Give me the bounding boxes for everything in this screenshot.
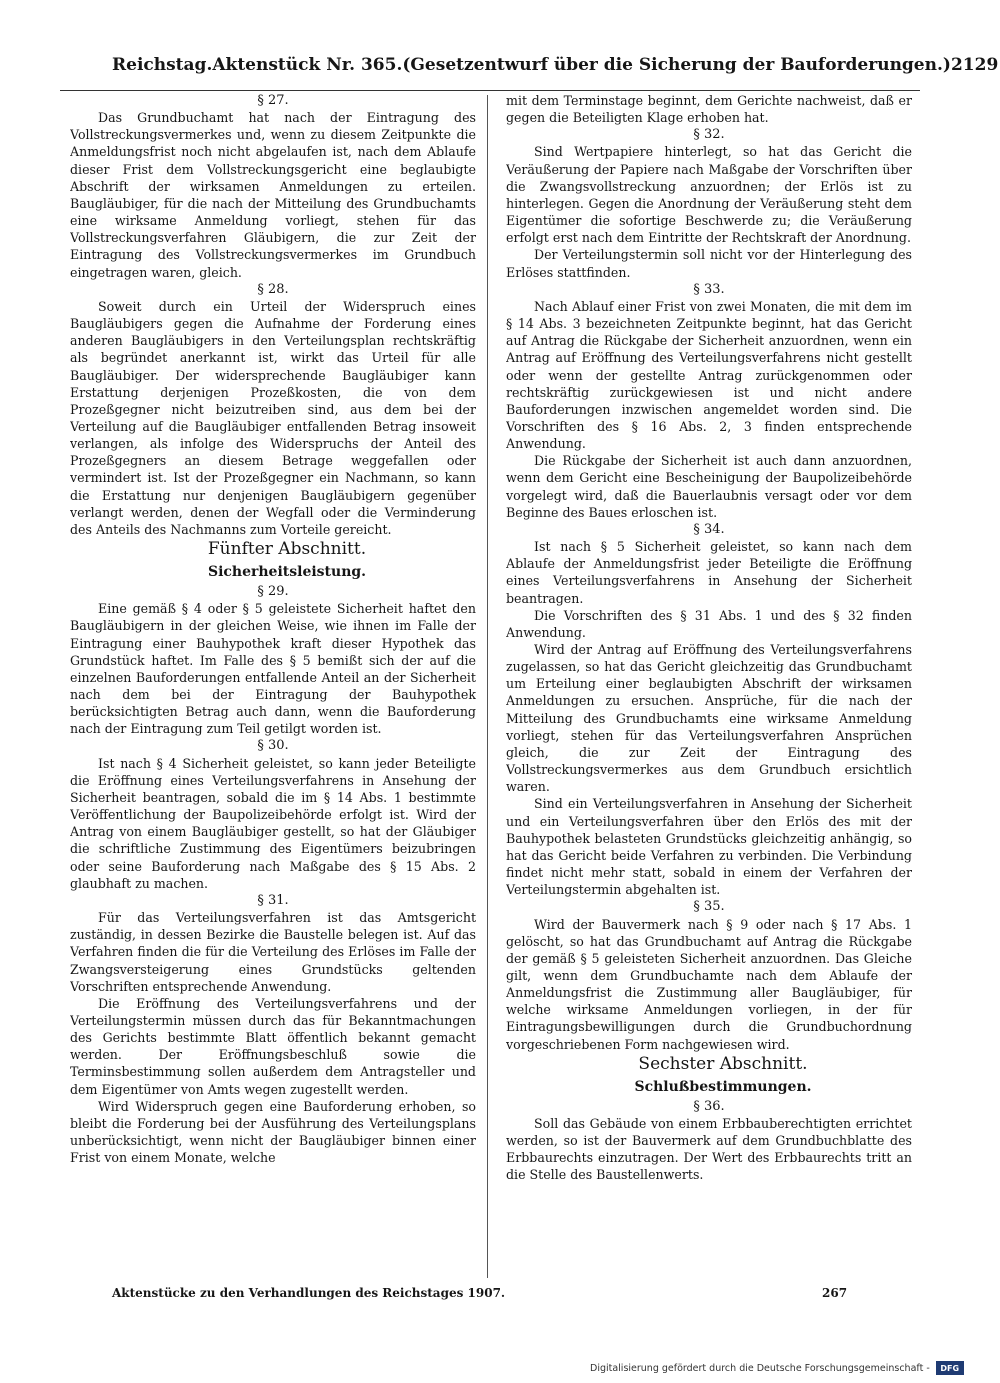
header-subject: (Gesetzentwurf über die Sicherung der Bauforderungen.) bbox=[402, 55, 951, 75]
dfg-logo: DFG bbox=[936, 1361, 964, 1375]
paragraph: Für das Verteilungsverfahren ist das Amtsgericht zuständig, in dessen Bezirke die Baustelle belegen ist. Auf das Verfahren finden die für die Verteilung des Erlöses im Falle der Zwangsversteigerung eines Grundstücks geltenden Vorschriften entsprechende Anwendung. bbox=[70, 910, 476, 994]
chapter-subtitle: Schlußbestimmungen. bbox=[634, 1078, 812, 1095]
paragraph: Das Grundbuchamt hat nach der Eintragung des Vollstreckungsvermerkes und, wenn zu diesem Zeitpunkte die Anmeldungsfrist noch nicht abgelaufen ist, nach dem Ablaufe dieser Frist dem Vollstreckungsgericht eine beglaubigte Abschrift der wirksamen Anmeldungen zu erteilen. Baugläubiger, für die nach der Mitteilung des Grundbuchamts eine wirksame Anmeldung vorliegt, stehen für das Vollstreckungsverfahren Gläubigern, die zur Zeit der Eintragung des Vollstreckungsvermerkes im Grundbuch eingetragen waren, gleich. bbox=[70, 110, 476, 280]
section-heading: § 32. bbox=[693, 127, 725, 143]
paragraph: Wird der Bauvermerk nach § 9 oder nach § 17 Abs. 1 gelöscht, so hat das Grundbuchamt auf Antrag die Rückgabe der gemäß § 5 geleisteten Sicherheit anzuordnen. Das Gleiche gilt, wenn dem Grundbuchamte nach dem Ablaufe der Anmeldungsfrist die Zustimmung aller Baugläubiger, für welche wirksame Anmeldungen vorliegen, in der für Eintragungsbewilligungen durch die Grundbuchordnung vorgeschriebenen Form nachgewiesen wird. bbox=[506, 916, 912, 1052]
section-heading: § 28. bbox=[257, 281, 289, 297]
paragraph: Der Verteilungstermin soll nicht vor der Hinterlegung des Erlöses stattfinden. bbox=[506, 247, 912, 280]
paragraph: Sind ein Verteilungsverfahren in Ansehung der Sicherheit und ein Verteilungsverfahren über den Erlös des mit der Bauhypothek belasteten Grundstücks gleichzeitig anhängig, so hat das Gericht beide Verfahren zu verbinden. Die Verbindung findet nicht mehr statt, sobald in einem der Verfahren der Verteilungstermin abgehalten ist. bbox=[506, 796, 912, 898]
paragraph: Wird Widerspruch gegen eine Bauforderung erhoben, so bleibt die Forderung bei der Ausführung des Verteilungsplans unberücksichtigt, wenn nicht der Baugläubiger binnen einer Frist von einem Monate, welche bbox=[70, 1098, 476, 1166]
chapter-heading: Sechster Abschnitt. bbox=[638, 1053, 808, 1074]
paragraph: Eine gemäß § 4 oder § 5 geleistete Sicherheit haftet den Baugläubigern in der gleichen Weise, wie ihnen im Falle der Eintragung einer Bauhypothek kraft dieser Hypothek das Grundstück haftet. Im Falle des § 5 bemißt sich der auf die einzelnen Bauforderungen entfallende Anteil an der Sicherheit nach dem bei der Eintragung der Bauhypothek berücksichtigten Betrag auch dann, wenn die Bauforderung nach der Eintragung zum Teil getilgt worden ist. bbox=[70, 601, 476, 737]
section-heading: § 30. bbox=[257, 738, 289, 754]
right-column bbox=[506, 92, 912, 1280]
paragraph: Ist nach § 4 Sicherheit geleistet, so kann jeder Beteiligte die Eröffnung eines Verteilungsverfahrens in Ansehung der Sicherheit beantragen, sobald die im § 14 Abs. 1 bestimmte Veröffentlichung der Baupolizeibehörde erfolgt ist. Wird der Antrag von einem Baugläubiger gestellt, so hat der Gläubiger die schriftliche Zustimmung des Eigentümers beizubringen oder seine Bauforderung nach Maßgabe des § 15 Abs. 2 glaubhaft zu machen. bbox=[70, 755, 476, 891]
paragraph: Die Rückgabe der Sicherheit ist auch dann anzuordnen, wenn dem Gericht eine Bescheinigung der Baupolizeibehörde vorgelegt wird, daß die Bauerlaubnis versagt oder vor dem Beginne des Baues erloschen ist. bbox=[506, 453, 912, 520]
paragraph: Die Eröffnung des Verteilungsverfahrens und der Verteilungstermin müssen durch das für Bekanntmachungen des Gerichts bestimmte Blatt öffentlich bekannt gemacht werden. Der Eröffnungsbeschluß sowie die Terminsbestimmung sollen außerdem dem Antragsteller und dem Eigentümer von Amts wegen zugestellt werden. bbox=[70, 995, 476, 1097]
paragraph: Wird der Antrag auf Eröffnung des Verteilungsverfahrens zugelassen, so hat das Gericht gleichzeitig das Grundbuchamt um Erteilung einer beglaubigten Abschrift der wirksamen Anmeldungen zu ersuchen. Ansprüche, für die nach der Mitteilung des Grundbuchamts eine wirksame Anmeldung vorliegt, stehen für das Verteilungsverfahren Ansprüchen gleich, die zur Zeit der Eintragung des Vollstreckungsvermerkes aus dem Grundbuch ersichtlich waren. bbox=[506, 642, 912, 795]
chapter-subtitle: Sicherheitsleistung. bbox=[207, 564, 367, 581]
section-heading: § 31. bbox=[257, 892, 289, 908]
chapter-heading: Fünfter Abschnitt. bbox=[207, 539, 367, 560]
paragraph: Soll das Gebäude von einem Erbbauberechtigten errichtet werden, so ist der Bauvermerk auf dem Grundbuchblatte des Erbbaurechts einzutragen. Der Wert des Erbbaurechts tritt an die Stelle des Baustellenwerts. bbox=[506, 1115, 912, 1183]
credit-text: Digitalisierung gefördert durch die Deutsche Forschungsgemeinschaft - bbox=[590, 1362, 930, 1374]
footer-source: Aktenstücke zu den Verhandlungen des Reichstages 1907. bbox=[112, 1286, 506, 1300]
section-heading: § 27. bbox=[257, 93, 289, 108]
paragraph: Ist nach § 5 Sicherheit geleistet, so kann nach dem Ablaufe der Anmeldungsfrist jeder Beteiligte die Eröffnung eines Verteilungsverfahrens in Ansehung der Sicherheit beantragen. bbox=[506, 539, 912, 606]
footer-page-number: 267 bbox=[822, 1286, 848, 1300]
paragraph: Die Vorschriften des § 31 Abs. 1 und des § 32 finden Anwendung. bbox=[506, 607, 912, 640]
paragraph: Nach Ablauf einer Frist von zwei Monaten, die mit dem im § 14 Abs. 3 bezeichneten Zeitpunkte beginnt, hat das Gericht auf Antrag die Rückgabe der Sicherheit anzuordnen, wenn ein Antrag auf Eröffnung des Verteilungsverfahrens nicht gestellt oder wenn der gestellte Antrag zurückgenommen oder rechtskräftig zurückgewiesen ist und nicht andere Bauforderungen inzwischen angemeldet worden sind. Die Vorschriften des § 16 Abs. 2, 3 finden entsprechende Anwendung. bbox=[506, 298, 912, 452]
paragraph: Sind Wertpapiere hinterlegt, so hat das Gericht die Veräußerung der Papiere nach Maßgabe der Vorschriften über die Zwangsvollstreckung anzuordnen; der Erlös ist zu hinterlegen. Gegen die Anordnung der Veräußerung steht dem Eigentümer die sofortige Beschwerde zu; die Veräußerung erfolgt erst nach dem Eintritte der Rechtskraft der Anordnung. bbox=[506, 144, 912, 246]
running-header bbox=[112, 46, 999, 84]
section-heading: § 36. bbox=[693, 1098, 725, 1114]
section-heading: § 35. bbox=[693, 899, 725, 915]
column-divider bbox=[487, 95, 488, 1278]
header-page-number: 2129 bbox=[950, 55, 999, 75]
header-document: Aktenstück Nr. 365. bbox=[212, 55, 403, 75]
header-rule bbox=[60, 90, 920, 91]
paragraph: Soweit durch ein Urteil der Widerspruch eines Baugläubigers gegen die Aufnahme der Forderung eines anderen Baugläubigers in den Verteilungsplan rechtskräftig als begründet anerkannt ist, wirkt das Urteil für alle Baugläubiger. Der widersprechende Baugläubiger kann Erstattung derjenigen Prozeßkosten, die von dem Prozeßgegner nicht beizutreiben sind, aus dem bei der Verteilung auf die Baugläubiger entfallenden Betrag insoweit verlangen, als infolge des Widerspruchs der Anteil des Prozeßgegners an diesem Betrage weggefallen oder vermindert ist. Ist der Prozeßgegner ein Nachmann, so kann die Erstattung nur denjenigen Baugläubigern gegenüber verlangt werden, denen der Wegfall oder die Verminderung des Anteils des Nachmanns zum Vorteile gereicht. bbox=[70, 298, 476, 537]
paragraph-continuation: mit dem Terminstage beginnt, dem Gerichte nachweist, daß er gegen die Beteiligten Klage erhoben hat. bbox=[506, 93, 912, 126]
header-journal: Reichstag. bbox=[112, 55, 213, 75]
section-heading: § 33. bbox=[693, 281, 725, 297]
digitization-credit bbox=[590, 1361, 964, 1375]
left-column bbox=[70, 92, 476, 1280]
section-heading: § 29. bbox=[257, 584, 289, 600]
section-heading: § 34. bbox=[693, 521, 725, 537]
